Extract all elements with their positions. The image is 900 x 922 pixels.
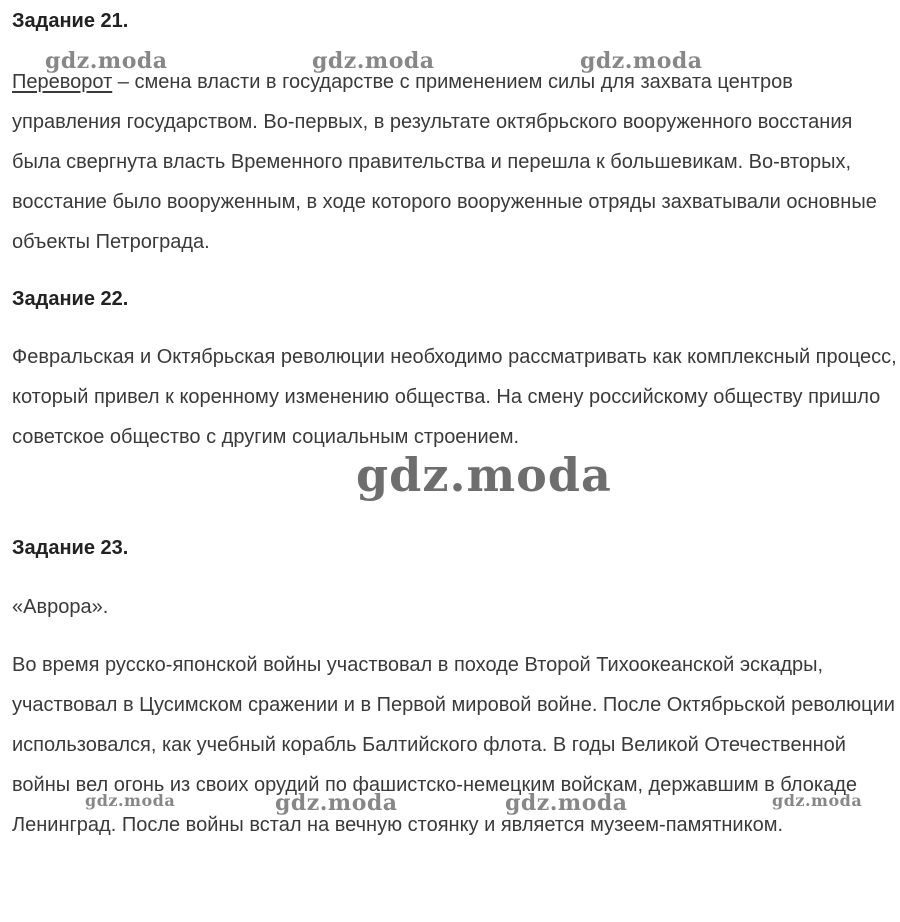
- task-21-text: [12, 62, 897, 262]
- watermark: gdz.moda: [45, 48, 168, 74]
- watermark: gdz.moda: [505, 790, 628, 816]
- task-22-text: Февральская и Октябрьская революции необходимо рассматривать как комплексный процесс, который привел к коренному изменению общества. На смену российскому обществу пришло советское общество с другим социальным строением.: [12, 346, 897, 448]
- task-22-heading: Задание 22.: [12, 288, 129, 310]
- watermark: gdz.moda: [312, 48, 435, 74]
- task-21-definition: – смена власти в государстве с применением силы для захвата центров управления государством. Во-первых, в результате октябрьского вооруженного восстания была свергнута власть Временного правительства и перешла к большевикам. Во-вторых, восстание было вооруженным, в ходе которого вооруженные отряды захватывали основные объекты Петрограда.: [12, 71, 877, 253]
- watermark: gdz.moda: [275, 790, 398, 816]
- term-coup: Переворот: [12, 71, 113, 93]
- task-23-answer: «Аврора».: [12, 596, 109, 618]
- task-23-heading: Задание 23.: [12, 537, 129, 559]
- watermark: gdz.moda: [580, 48, 703, 74]
- task-21-heading: Задание 21.: [12, 10, 129, 32]
- watermark: gdz.moda: [772, 791, 863, 810]
- watermark-large: gdz.moda: [356, 448, 612, 502]
- task-23-text: Во время русско-японской войны участвовал в походе Второй Тихоокеанской эскадры, участвовал в Цусимском сражении и в Первой мировой войне. После Октябрьской революции использовался, как учебный корабль Балтийского флота. В годы Великой Отечественной войны вел огонь из своих орудий по фашистско-немецким войскам, державшим в блокаде Ленинград. После войны встал на вечную стоянку и является музеем-памятником.: [12, 654, 895, 836]
- watermark: gdz.moda: [85, 791, 176, 810]
